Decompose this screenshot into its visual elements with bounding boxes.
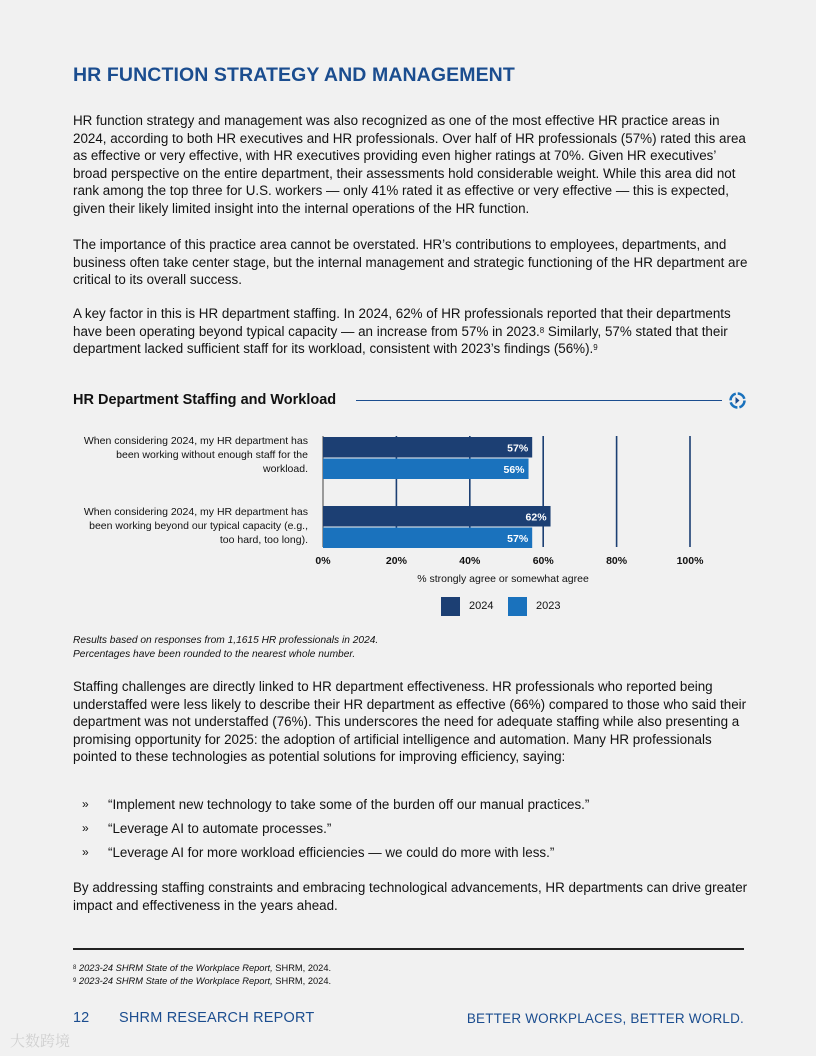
footnotes	[73, 962, 331, 988]
quote-list	[82, 796, 742, 868]
quote-item	[82, 820, 742, 844]
paragraph-intro: HR function strategy and management was also recognized as one of the most effective HR practice areas in 2024, according to both HR executives and HR professionals. Over half of HR professionals (57%) rated this area as effective or very effective, with HR executives providing even higher ratings at 70%. Given HR executives’ broad perspective on the entire department, their assessments hold considerable weight. While this area did not rank among the top three for U.S. workers — only 41% rated it as effective or very effective — this is expected, given their likely limited insight into the internal operations of the HR function.	[73, 113, 746, 216]
quote-text: “Implement new technology to take some of the burden off our manual practices.”	[108, 797, 590, 812]
paragraph-conclusion: By addressing staffing constraints and embracing technological advancements, HR departments can drive greater impact and effectiveness in the years ahead.	[73, 880, 748, 913]
chart-note-line: Percentages have been rounded to the nearest whole number.	[73, 649, 356, 660]
footnote-ref-8[interactable]: 8	[539, 325, 545, 335]
chart-note-line: Results based on responses from 1,1615 HR professionals in 2024.	[73, 635, 379, 646]
chart-title-rule	[356, 400, 722, 401]
bar-value-label: 57%	[507, 442, 529, 455]
bar-chart	[300, 428, 720, 573]
footnote-source-rest: SHRM, 2024.	[272, 963, 332, 973]
footnote-9	[73, 975, 331, 988]
legend-swatch-2023	[508, 597, 527, 616]
quote-item	[82, 844, 742, 868]
footnote-ref-9[interactable]: 9	[593, 343, 598, 353]
x-tick-label: 60%	[532, 555, 554, 567]
footnote-number: 8	[73, 965, 77, 971]
page-number: 12	[73, 1010, 90, 1026]
paragraph-importance: The importance of this practice area cannot be overstated. HR’s contributions to employees, departments, and business often take center stage, but the internal management and strategic functioning of the HR department are critical to its overall success.	[73, 237, 748, 288]
quote-item	[82, 796, 742, 820]
legend-label-2024: 2024	[469, 600, 494, 612]
bar-2023	[323, 528, 532, 549]
paragraph-staffing-part2: Similarly, 57% stated that their department lacked sufficient staff for its workload, consistent with 2023’s findings (56%).	[73, 323, 728, 357]
chart-note	[73, 634, 673, 662]
chart-title: HR Department Staffing and Workload	[73, 392, 337, 408]
category-label-beyond-capacity: When considering 2024, my HR department has been working beyond our typical capacity (e.g., too hard, too long).	[83, 506, 308, 546]
bar-2023	[323, 459, 529, 480]
footnote-divider	[73, 948, 744, 950]
bar-value-label: 56%	[503, 463, 525, 476]
bullet-marker: »	[82, 821, 89, 835]
arrow-circle-icon	[729, 392, 746, 409]
footnote-8	[73, 962, 331, 975]
bullet-marker: »	[82, 797, 89, 811]
bar-2024	[323, 437, 532, 458]
x-axis-title: % strongly agree or somewhat agree	[417, 573, 589, 585]
bullet-marker: »	[82, 845, 89, 859]
legend-item-2023	[508, 596, 560, 616]
quote-text: “Leverage AI for more workload efficiencies — we could do more with less.”	[108, 845, 555, 860]
footnote-source-title: 2023-24 SHRM State of the Workplace Report,	[78, 976, 273, 986]
quote-text: “Leverage AI to automate processes.”	[108, 821, 332, 836]
paragraph-staffing	[73, 305, 749, 358]
legend-item-2024	[441, 596, 493, 616]
report-name: SHRM RESEARCH REPORT	[119, 1010, 315, 1026]
legend-label-2023: 2023	[536, 600, 561, 612]
watermark: 大数跨境	[10, 1033, 71, 1050]
bar-2024	[323, 506, 551, 527]
footnote-source-rest: SHRM, 2024.	[272, 976, 332, 986]
x-tick-label: 20%	[385, 555, 407, 567]
paragraph-effectiveness: Staffing challenges are directly linked to HR department effectiveness. HR professionals who reported being understaffed were less likely to describe their HR department as effective (66%) compared to those who said their department was not understaffed (76%). This underscores the need for adequate staffing while also presenting a promising opportunity for 2025: the adoption of artificial intelligence and automation. Many HR professionals pointed to these technologies as potential solutions for improving efficiency, saying:	[73, 679, 747, 765]
bar-value-label: 57%	[507, 532, 529, 545]
x-tick-label: 80%	[606, 555, 628, 567]
x-tick-label: 0%	[315, 555, 331, 567]
category-label-understaffed: When considering 2024, my HR department has been working without enough staff for the workload.	[83, 435, 308, 475]
x-tick-label: 100%	[676, 555, 704, 567]
footnote-source-title: 2023-24 SHRM State of the Workplace Report,	[78, 963, 273, 973]
footnote-number: 9	[73, 978, 77, 984]
paragraph-staffing-part1: A key factor in this is HR department staffing. In 2024, 62% of HR professionals reported that their departments have been operating beyond typical capacity — an increase from 57% in 2023.	[73, 306, 731, 339]
section-heading: HR FUNCTION STRATEGY AND MANAGEMENT	[73, 64, 515, 86]
x-tick-label: 40%	[459, 555, 481, 567]
legend-swatch-2024	[441, 597, 460, 616]
bar-value-label: 62%	[525, 511, 547, 524]
footer-tagline: BETTER WORKPLACES, BETTER WORLD.	[466, 1011, 744, 1026]
